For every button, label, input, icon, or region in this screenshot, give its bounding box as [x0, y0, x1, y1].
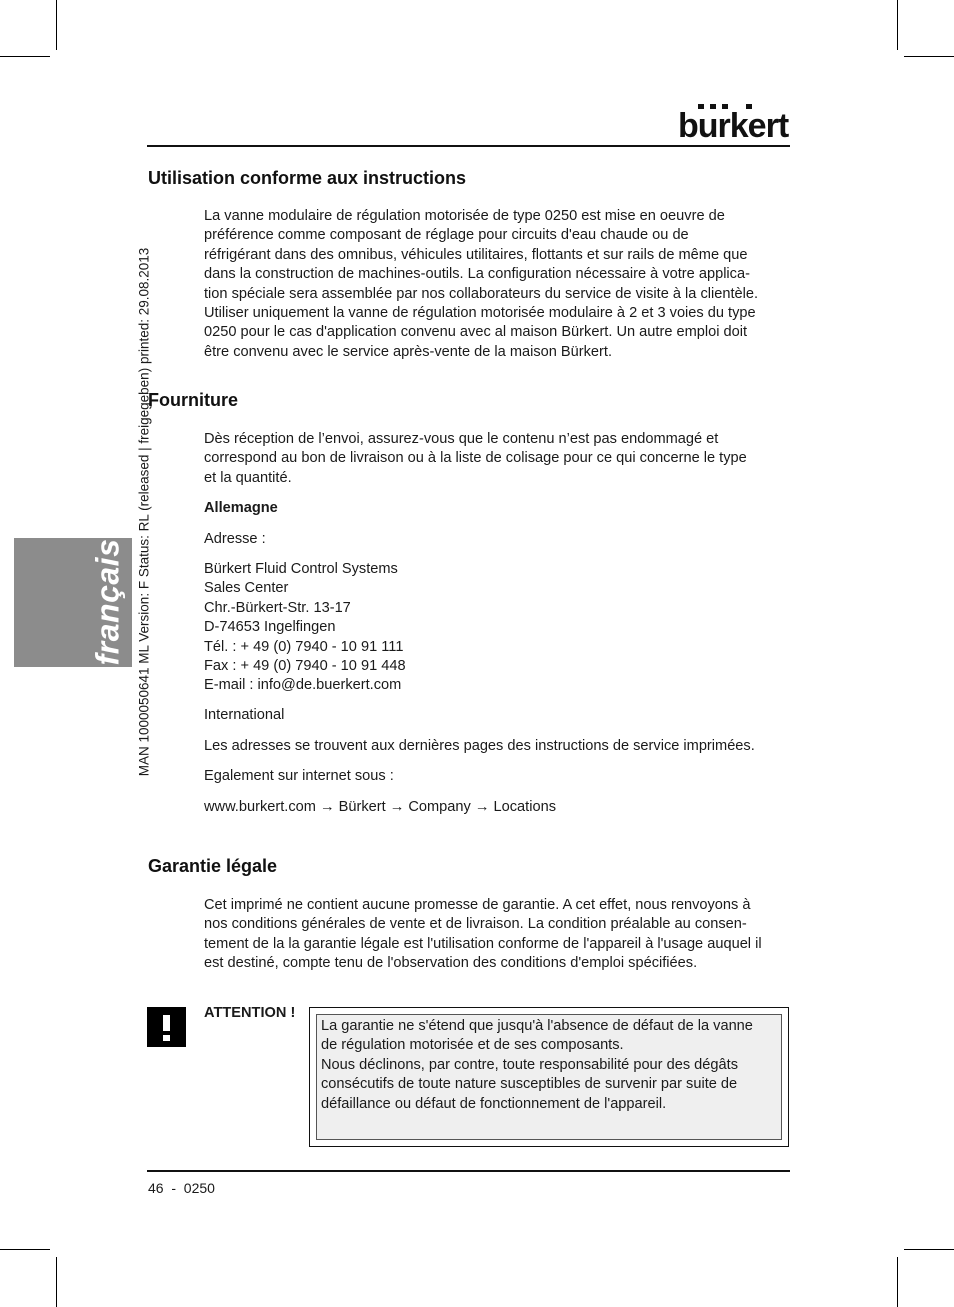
text-line: Dès réception de l’envoi, assurez-vous que le contenu n’est pas endommagé et [204, 431, 719, 447]
attention-box [309, 1007, 789, 1147]
crop-mark [904, 56, 954, 57]
address-label: Adresse : [204, 531, 266, 547]
address-line: D-74653 Ingelfingen [204, 619, 336, 636]
crop-mark [904, 1249, 954, 1250]
text-line: préférence comme composant de réglage pour circuits d'eau chaude ou de [204, 227, 689, 244]
supply-intro [204, 430, 790, 488]
crop-mark [897, 0, 898, 50]
crop-mark [56, 1257, 57, 1307]
warning-exclamation-icon [147, 1007, 186, 1047]
attention-line: consécutifs de toute nature susceptibles de survenir par suite de [321, 1076, 738, 1093]
text-line: Cet imprimé ne contient aucune promesse de garantie. A cet effet, nous renvoyons à [204, 897, 751, 913]
address-line: Sales Center [204, 580, 289, 597]
crop-mark [897, 1257, 898, 1307]
crop-mark [56, 0, 57, 50]
address-line: Bürkert Fluid Control Systems [204, 561, 398, 577]
international-label: International [204, 707, 285, 723]
address-line: Chr.-Bürkert-Str. 13-17 [204, 599, 351, 616]
text-line: 0250 pour le cas d'application convenu avec al maison Bürkert. Un autre emploi doit [204, 324, 748, 341]
attention-line: Nous déclinons, par contre, toute responsabilité pour des dégâts [321, 1056, 738, 1073]
logo-wordmark: burkert [678, 107, 789, 145]
text-line: correspond au bon de livraison ou à la liste de colisage pour ce qui concerne le type [204, 450, 747, 467]
section-heading-warranty: Garantie légale [148, 856, 278, 876]
section-heading-usage: Utilisation conforme aux instructions [148, 168, 467, 188]
text-line: est destiné, compte tenu de l'observation des conditions d'emploi spécifiées. [204, 955, 698, 972]
section-heading-supply: Fourniture [148, 390, 238, 410]
text-line: La vanne modulaire de régulation motorisée de type 0250 est mise en oeuvre de [204, 208, 725, 224]
text-line: être convenu avec le service après-vente de la maison Bürkert. [204, 343, 613, 360]
usage-paragraph [204, 207, 790, 362]
text-line: et la quantité. [204, 469, 292, 486]
text-line: nos conditions générales de vente et de livraison. La condition préalable au consen- [204, 916, 747, 933]
crop-mark [0, 1249, 50, 1250]
address-line: E-mail : info@de.buerkert.com [204, 677, 402, 694]
attention-line: de régulation motorisée et de ses composants. [321, 1037, 624, 1054]
address-line: Fax : + 49 (0) 7940 - 10 91 448 [204, 658, 406, 675]
language-tab-label: français [89, 538, 126, 666]
web-path: www.burkert.com → Bürkert → Company → Locations [204, 799, 556, 815]
page-number: 46 - 0250 [148, 1180, 215, 1196]
text-line: dans la construction de machines-outils. La configuration nécessaire à votre applica- [204, 266, 750, 283]
text-line: réfrigérant dans des omnibus, véhicules utilitaires, flottants et sur rails de même que [204, 246, 748, 263]
attention-box-content [316, 1014, 782, 1140]
text-line: tion spéciale sera assemblée par nos collaborateurs du service de visite à la clientèle. [204, 285, 759, 302]
country-label: Allemagne [204, 500, 278, 516]
text-line: Utiliser uniquement la vanne de régulation motorisée modulaire à 2 et 3 voies du type [204, 305, 756, 322]
footer-rule [147, 1170, 790, 1172]
document-meta-vertical: MAN 1000050641 ML Version: F Status: RL (released | freigegeben) printed: 29.08.2013 [136, 247, 152, 777]
internet-label: Egalement sur internet sous : [204, 768, 394, 784]
burkert-logo [678, 104, 790, 145]
attention-line: La garantie ne s'étend que jusqu'à l'absence de défaut de la vanne [321, 1018, 753, 1034]
address-block [204, 560, 790, 696]
header-rule [147, 145, 790, 147]
attention-label: ATTENTION ! [204, 1005, 296, 1021]
text-line: tement de la la garantie légale est l'utilisation conforme de l'appareil à l'usage auquel il [204, 935, 762, 952]
international-note: Les adresses se trouvent aux dernières pages des instructions de service imprimées. [204, 738, 755, 754]
crop-mark [0, 56, 50, 57]
address-line: Tél. : + 49 (0) 7940 - 10 91 111 [204, 638, 404, 655]
warranty-paragraph [204, 896, 790, 974]
attention-line: défaillance ou défaut de fonctionnement de l'appareil. [321, 1095, 667, 1112]
